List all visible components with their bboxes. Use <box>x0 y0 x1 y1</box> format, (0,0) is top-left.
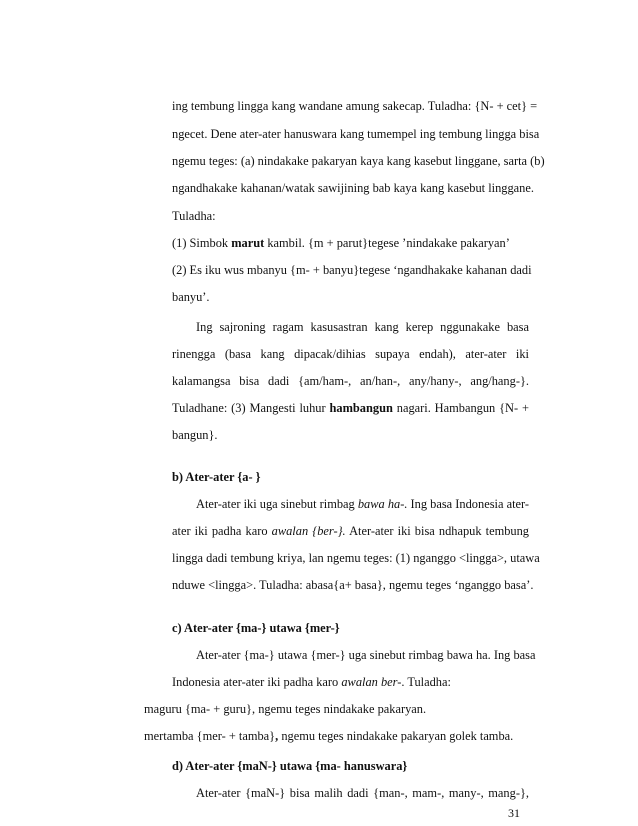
bold-term: marut <box>231 236 265 250</box>
text-span: ater iki padha karo <box>172 524 272 538</box>
italic-term: bawa ha-. <box>357 497 408 511</box>
text-line: Tuladha: <box>172 209 216 223</box>
text-line: ngandhakake kahanan/watak sawijining bab kaya kang kasebut linggane. <box>172 181 534 195</box>
page-number: 31 <box>508 806 520 820</box>
text-span: nagari. Hambangun {N- + <box>392 401 529 415</box>
example-line <box>144 728 513 744</box>
section-heading: c) Ater-ater {ma-} utawa {mer-} <box>172 621 340 635</box>
text-line: Ater-ater {maN-} bisa malih dadi {man-, mam-, many-, mang-}, <box>196 786 529 800</box>
text-span: Ing basa Indonesia ater- <box>407 497 530 511</box>
text-line: bangun}. <box>172 428 218 442</box>
example-text: (1) Simbok <box>172 236 232 250</box>
text-line: ngecet. Dene ater-ater hanuswara kang tumempel ing tembung lingga bisa <box>172 127 540 141</box>
example-line: banyu’. <box>172 290 210 304</box>
text-span: Ater-ater iki uga sinebut rimbag <box>196 497 358 511</box>
italic-term: awalan {ber-}. <box>271 524 346 538</box>
text-line: ngemu teges: (a) nindakake pakaryan kaya kang kasebut linggane, sarta (b) <box>172 154 545 168</box>
text-span: mertamba {mer- + tamba} <box>144 729 276 743</box>
text-span: ngemu teges nindakake pakaryan golek tamba. <box>278 729 514 743</box>
text-line: kalamangsa bisa dadi {am/ham-, an/han-, any/hany-, ang/hang-}. <box>172 374 529 388</box>
text-span: . Tuladha: <box>401 675 451 689</box>
section-heading: b) Ater-ater {a- } <box>172 470 261 484</box>
text-line: Ing sajroning ragam kasusastran kang kerep nggunakake basa <box>196 320 529 334</box>
bold-term: , <box>275 729 279 743</box>
italic-term: awalan ber- <box>341 675 402 689</box>
text-span: Tuladhane: (3) Mangesti luhur <box>172 401 330 415</box>
text-line: ing tembung lingga kang wandane amung sakecap. Tuladha: {N- + cet} = <box>172 99 538 113</box>
example-text: kambil. {m + parut}tegese ’nindakake pakaryan’ <box>264 236 510 250</box>
text-line: Ater-ater {ma-} utawa {mer-} uga sinebut rimbag bawa ha. Ing basa <box>196 648 536 662</box>
text-span: Ater-ater iki bisa ndhapuk tembung <box>345 524 530 538</box>
section-heading: d) Ater-ater {maN-} utawa {ma- hanuswara} <box>172 759 408 773</box>
example-line: maguru {ma- + guru}, ngemu teges nindakake pakaryan. <box>144 702 427 716</box>
bold-term: hambangun <box>329 401 393 415</box>
text-line: rinengga (basa kang dipacak/dihias supaya endah), ater-ater iki <box>172 347 529 361</box>
text-span: Indonesia ater-ater iki padha karo <box>172 675 342 689</box>
example-line: (2) Es iku wus mbanyu {m- + banyu}tegese ‘ngandhakake kahanan dadi <box>172 263 532 277</box>
text-line: nduwe <lingga>. Tuladha: abasa{a+ basa}, ngemu teges ‘nganggo basa’. <box>172 578 534 592</box>
text-line: lingga dadi tembung kriya, lan ngemu teges: (1) nganggo <lingga>, utawa <box>172 551 540 565</box>
